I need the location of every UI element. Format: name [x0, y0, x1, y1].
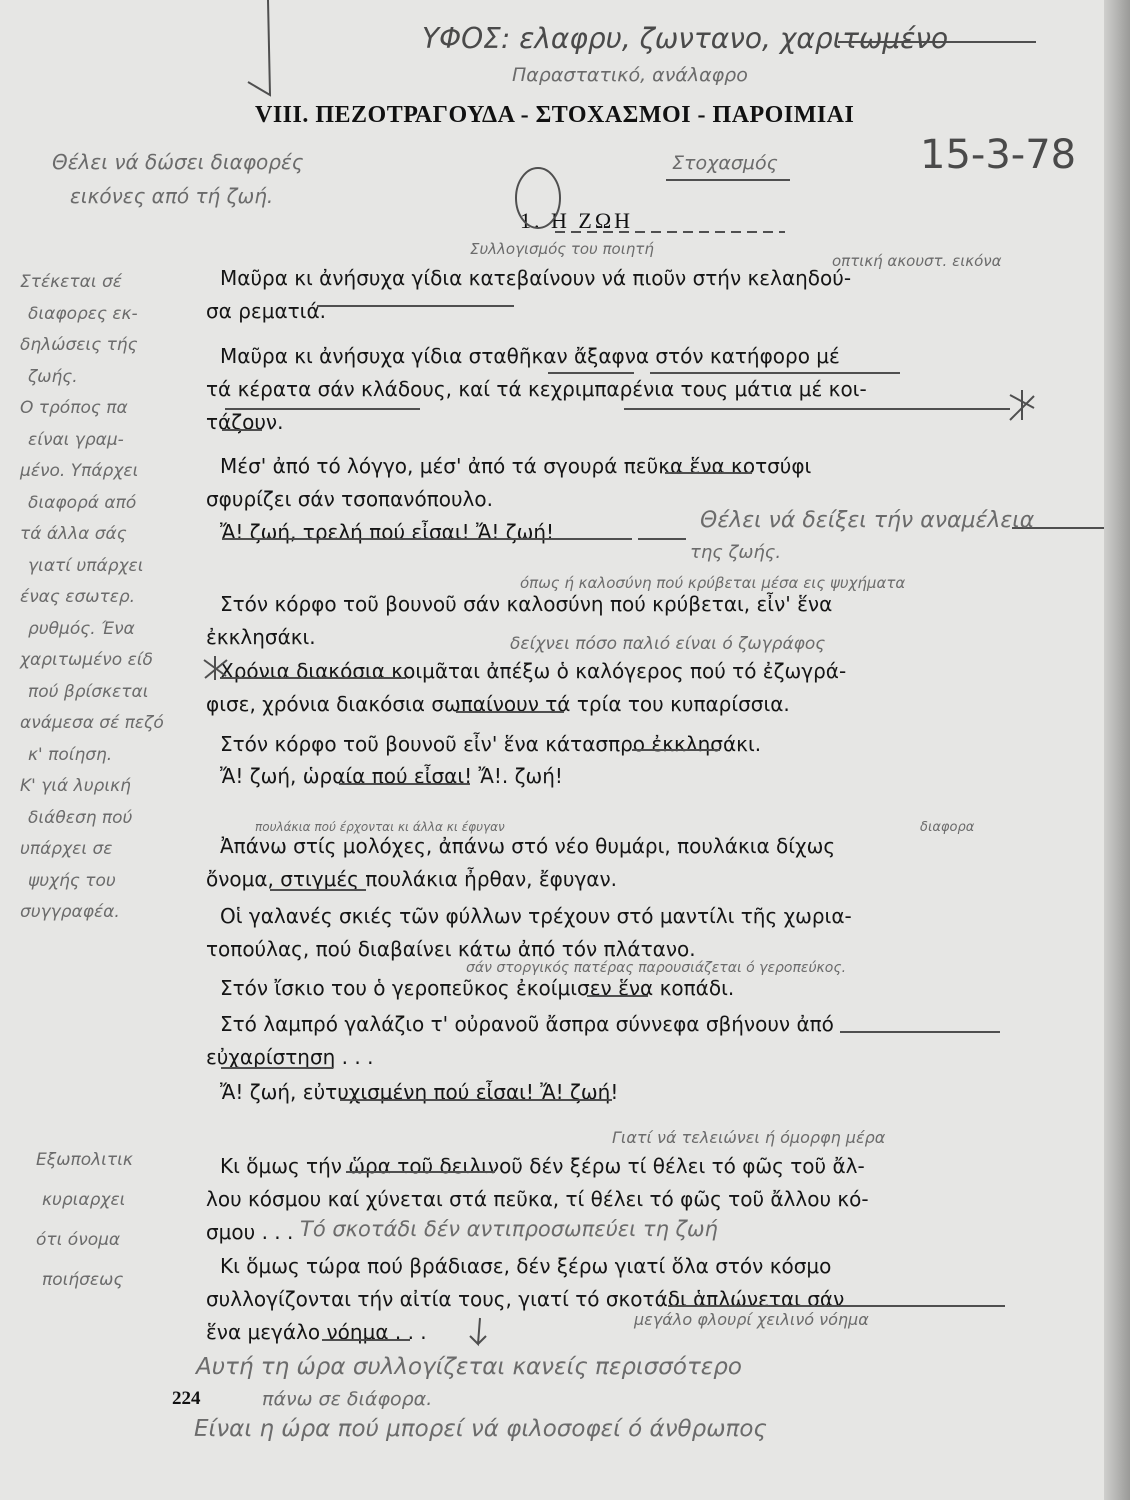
text-line: φισε, χρόνια διακόσια σωπαίνουν τά τρία του κυπαρίσσια.: [206, 692, 790, 716]
text-line: Μαῦρα κι ἀνήσυχα γίδια σταθῆκαν ἄξαφνα στόν κατήφορο μέ: [220, 344, 840, 368]
margin-note-line: κ' ποίηση.: [28, 744, 113, 765]
handwritten-note: διαφορα: [920, 820, 975, 835]
handwritten-date: 15-3-78: [920, 132, 1077, 178]
margin-note-line: διάθεση πού: [28, 807, 133, 828]
text-line: Ἄ! ζωή, τρελή πού εἶσαι! Ἄ! ζωή!: [220, 520, 555, 544]
text-line: ὄνομα, στιγμές πουλάκια ἦρθαν, ἔφυγαν.: [206, 867, 617, 891]
text-line: λου κόσμου καί χύνεται στά πεῦκα, τί θέλει τό φῶς τοῦ ἄλλου κό-: [206, 1187, 869, 1211]
text-line: Ἀπάνω στίς μολόχες, ἀπάνω στό νέο θυμάρι, πουλάκια δίχως: [220, 834, 836, 858]
handwritten-note: της ζωής.: [690, 542, 782, 563]
handwritten-note: οπτική ακουστ. εικόνα: [832, 252, 1002, 270]
margin-note-line: ανάμεσα σέ πεζό: [20, 713, 164, 733]
text-line: Οἱ γαλανές σκιές τῶν φύλλων τρέχουν στό μαντίλι τῆς χωρια-: [220, 904, 852, 928]
section-title: 1. Η ΖΩΗ: [520, 208, 634, 233]
margin-note-line: ένας εσωτερ.: [20, 587, 136, 607]
text-line: τοπούλας, πού διαβαίνει κάτω ἀπό τόν πλάτανο.: [206, 937, 696, 961]
margin-note-line: πού βρίσκεται: [28, 681, 149, 702]
margin-note-line: Κ' γιά λυρική: [20, 776, 131, 796]
margin-note-line: Στέκεται σέ: [20, 272, 122, 292]
text-line: σμου . . .: [206, 1220, 294, 1244]
margin-note-line: δηλώσεις τής: [20, 335, 138, 355]
handwritten-note: πάνω σε διάφορα.: [262, 1388, 433, 1410]
handwritten-style-note: ΥΦΟΣ: ελαφρυ, ζωντανο, χαριτωμένο: [422, 22, 949, 55]
handwritten-note: σάν στοργικός πατέρας παρουσιάζεται ό γεροπεύκος.: [466, 960, 847, 976]
handwritten-note: Τό σκοτάδι δέν αντιπροσωπεύει τη ζωή: [300, 1217, 718, 1241]
text-line: Μέσ' ἀπό τό λόγγο, μέσ' ἀπό τά σγουρά πεῦκα ἕνα κοτσύφι: [220, 454, 812, 478]
handwritten-note: Θέλει νά δώσει διαφορές: [52, 150, 304, 174]
handwritten-note: μεγάλο φλουρί χειλινό νόημα: [634, 1310, 869, 1329]
text-line: εὐχαρίστηση . . .: [206, 1045, 374, 1069]
margin-note-line: χαριτωμένο είδ: [20, 650, 153, 670]
handwritten-note: εικόνες από τή ζωή.: [70, 184, 274, 208]
text-line: Κι ὅμως τώρα πού βράδιασε, δέν ξέρω γιατί ὅλα στόν κόσμο: [220, 1254, 832, 1278]
handwritten-note: Συλλογισμός του ποιητή: [470, 240, 654, 258]
margin-note-line: ρυθμός. Ένα: [28, 618, 135, 639]
text-line: Ἄ! ζωή, ὡραία πού εἶσαι! Ἄ!. ζωή!: [220, 764, 563, 788]
text-line: Στόν κόρφο τοῦ βουνοῦ σάν καλοσύνη πού κρύβεται, εἶν' ἕνα: [220, 592, 833, 616]
text-line: Στόν ἴσκιο του ὁ γεροπεῦκος ἐκοίμισεν ἕνα κοπάδι.: [220, 976, 735, 1000]
handwritten-note: Θέλει νά δείξει τήν αναμέλεια: [700, 508, 1035, 533]
text-line: σα ρεματιά.: [206, 299, 326, 323]
margin-note-line: ζωής.: [28, 366, 78, 387]
text-line: ἐκκλησάκι.: [206, 625, 316, 649]
text-line: ἕνα μεγάλο νόημα . . .: [206, 1320, 427, 1344]
handwritten-note: Είναι η ώρα πού μπορεί νά φιλοσοφεί ό άνθρωπος: [194, 1416, 767, 1442]
text-line: τάζουν.: [206, 410, 284, 434]
margin-note-line: υπάρχει σε: [20, 839, 113, 859]
check-mark: [248, 0, 270, 95]
handwritten-note: πουλάκια πού έρχονται κι άλλα κι έφυγαν: [255, 820, 505, 834]
margin-note-line: ψυχής του: [28, 870, 116, 891]
text-line: Χρόνια διακόσια κοιμᾶται ἀπέξω ὁ καλόγερος πού τό ἐζωγρά-: [220, 659, 847, 683]
text-line: συλλογίζονται τήν αἰτία τους, γιατί τό σκοτάδι ἁπλώνεται σάν: [206, 1287, 845, 1311]
handwritten-note: Γιατί νά τελειώνει ή όμορφη μέρα: [612, 1128, 886, 1147]
text-line: Ἄ! ζωή, εὐτυχισμένη πού εἶσαι! Ἄ! ζωή!: [220, 1080, 619, 1104]
text-line: τά κέρατα σάν κλάδους, καί τά κεχριμπαρένια τους μάτια μέ κοι-: [206, 377, 867, 401]
margin-note-line: τά άλλα σάς: [20, 524, 127, 544]
margin-note-line: Εξωπολιτικ: [36, 1150, 133, 1170]
margin-note-line: ότι όνομα: [36, 1230, 121, 1250]
handwritten-note: δείχνει πόσο παλιό είναι ό ζωγράφος: [510, 634, 826, 654]
margin-note-line: είναι γραμ-: [28, 429, 124, 450]
handwritten-note: Στοχασμός: [672, 152, 778, 174]
handwritten-note: Παραστατικό, ανάλαφρο: [512, 64, 748, 86]
text-line: Μαῦρα κι ἀνήσυχα γίδια κατεβαίνουν νά πιοῦν στήν κελαηδού-: [220, 266, 852, 290]
margin-note-line: κυριαρχει: [42, 1190, 126, 1210]
handwritten-note: Αυτή τη ώρα συλλογίζεται κανείς περισσότερο: [196, 1354, 742, 1380]
margin-note-line: συγγραφέα.: [20, 902, 120, 922]
text-line: Στόν κόρφο τοῦ βουνοῦ εἶν' ἕνα κάτασπρο ἐκκλησάκι.: [220, 732, 762, 756]
circled-number: [516, 168, 560, 228]
text-line: Κι ὅμως τήν ὥρα τοῦ δειλινοῦ δέν ξέρω τί θέλει τό φῶς τοῦ ἄλ-: [220, 1154, 865, 1178]
margin-note-line: γιατί υπάρχει: [28, 555, 144, 576]
margin-note-line: μένο. Υπάρχει: [20, 461, 139, 481]
page-number: 224: [172, 1388, 201, 1409]
margin-note-line: διαφορά από: [28, 492, 137, 513]
text-line: σφυρίζει σάν τσοπανόπουλο.: [206, 487, 493, 511]
margin-note-line: ποιήσεως: [42, 1270, 124, 1290]
margin-note-line: Ο τρόπος πα: [20, 398, 128, 418]
text-line: Στό λαμπρό γαλάζιο τ' οὐρανοῦ ἄσπρα σύννεφα σβήνουν ἀπό: [220, 1012, 834, 1036]
handwritten-note: όπως ή καλοσύνη πού κρύβεται μέσα εις ψυχήματα: [520, 574, 906, 592]
margin-note-line: διαφορες εκ-: [28, 303, 138, 324]
chapter-heading: VIII. ΠΕΖΟΤΡΑΓΟΥΔΑ - ΣΤΟΧΑΣΜΟΙ - ΠΑΡΟΙΜΙΑΙ: [255, 102, 855, 128]
